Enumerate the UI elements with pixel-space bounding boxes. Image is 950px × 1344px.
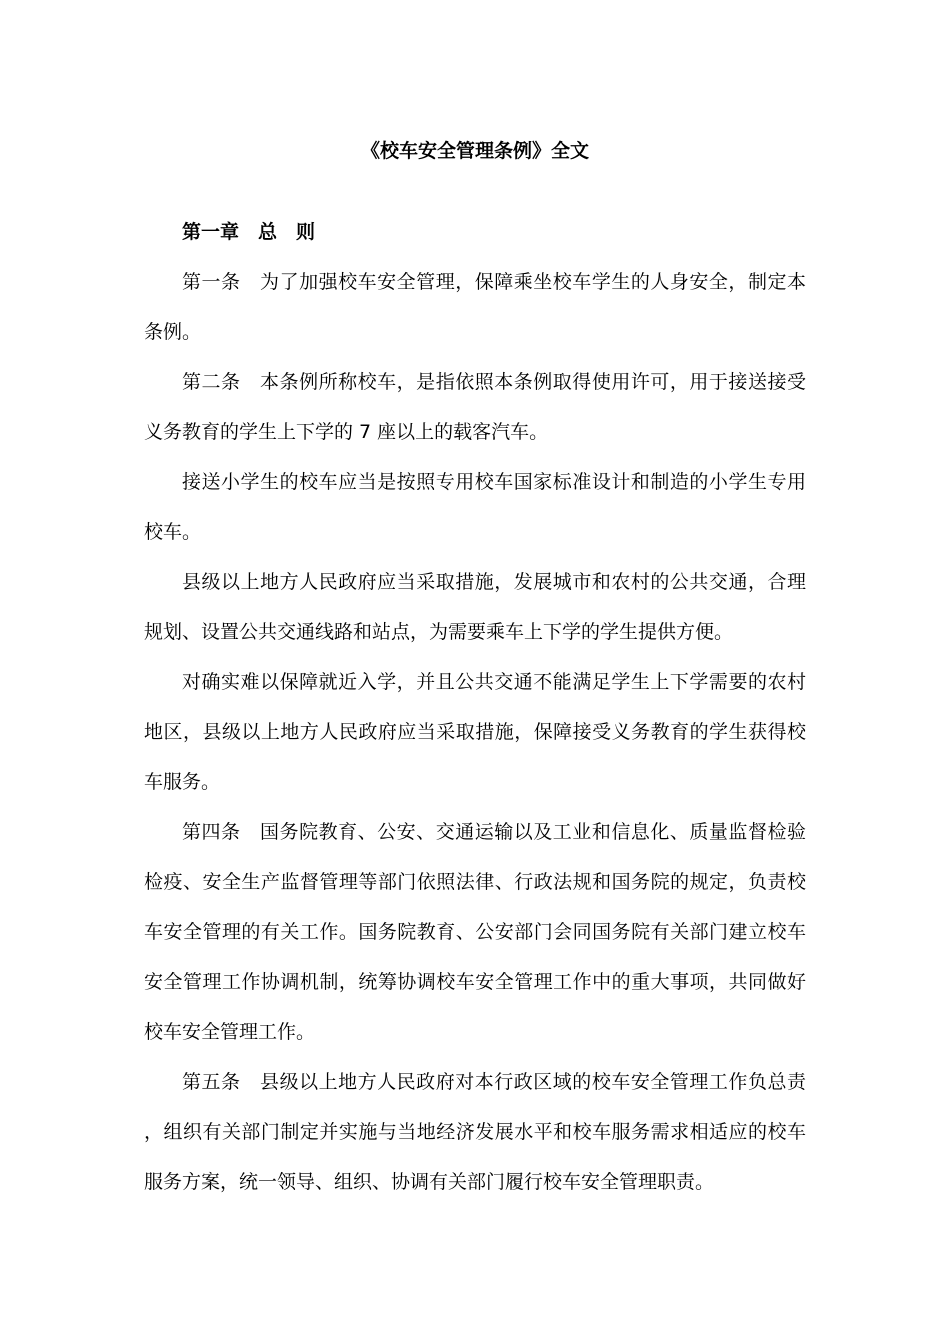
article-5-text: 县级以上地方人民政府对本行政区域的校车安全管理工作负总责，组织有关部门制定并实施与当地经济发展水平和校车服务需求相适应的校车服务方案，统一领导、组织、协调有关部门履行校车安全管理职责。 [144,1071,806,1193]
chapter-heading [144,207,806,257]
article-2-para-2-text: 接送小学生的校车应当是按照专用校车国家标准设计和制造的小学生专用校车。 [144,471,806,543]
article-2 [144,357,806,457]
article-2-text: 本条例所称校车，是指依照本条例取得使用许可，用于接送接受义务教育的学生上下学的 7 座以上的载客汽车。 [144,371,806,443]
article-5-lead: 第五条 [182,1071,241,1093]
article-1-lead: 第一条 [182,271,241,293]
document-body [144,207,806,1207]
article-2-para-3 [144,557,806,657]
article-5 [144,1057,806,1207]
article-4-lead: 第四条 [182,821,241,843]
article-4-text: 国务院教育、公安、交通运输以及工业和信息化、质量监督检验检疫、安全生产监督管理等部门依照法律、行政法规和国务院的规定，负责校车安全管理的有关工作。国务院教育、公安部门会同国务院有关部门建立校车安全管理工作协调机制，统筹协调校车安全管理工作中的重大事项，共同做好校车安全管理工作。 [144,821,806,1043]
article-4 [144,807,806,1057]
document-title: 《校车安全管理条例》全文 [360,140,589,162]
article-2-para-2 [144,457,806,557]
article-2-para-4 [144,657,806,807]
article-1-text: 为了加强校车安全管理，保障乘坐校车学生的人身安全，制定本条例。 [144,271,806,343]
chapter-word-2: 则 [296,221,316,243]
article-2-para-4-text: 对确实难以保障就近入学，并且公共交通不能满足学生上下学需要的农村地区，县级以上地方人民政府应当采取措施，保障接受义务教育的学生获得校车服务。 [144,671,806,793]
chapter-label: 第一章 [182,221,240,243]
article-1 [144,257,806,357]
article-2-lead: 第二条 [182,371,241,393]
chapter-word-1: 总 [258,221,278,243]
article-2-para-3-text: 县级以上地方人民政府应当采取措施，发展城市和农村的公共交通，合理规划、设置公共交通线路和站点，为需要乘车上下学的学生提供方便。 [144,571,806,643]
